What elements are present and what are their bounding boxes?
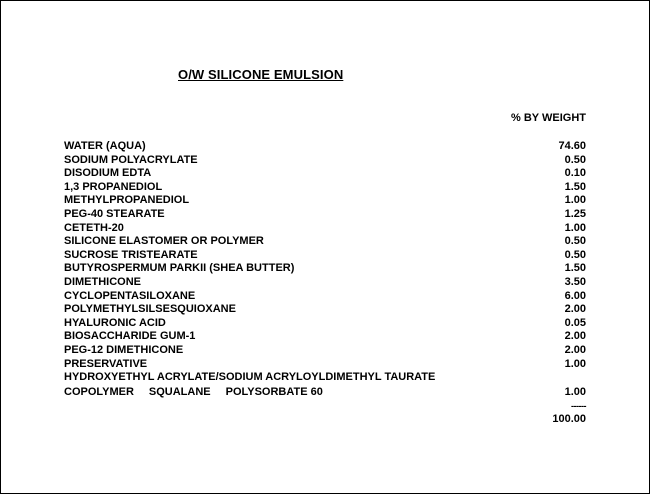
- ingredient-name: DISODIUM EDTA: [64, 167, 152, 180]
- ingredient-row: [64, 140, 586, 154]
- ingredient-name: DIMETHICONE: [64, 275, 141, 288]
- total-separator: ------: [571, 400, 586, 411]
- ingredient-weight: 2.00: [564, 343, 586, 356]
- ingredient-weight: 0.50: [564, 235, 586, 248]
- ingredient-weight: 1.50: [564, 180, 586, 193]
- ingredient-row: [64, 194, 586, 208]
- total-row: [64, 412, 586, 426]
- ingredient-name: CETETH-20: [64, 221, 124, 234]
- ingredient-row: [64, 262, 586, 276]
- ingredient-name: POLYSORBATE 60: [225, 385, 323, 398]
- ingredient-name: SUCROSE TRISTEARATE: [64, 248, 198, 261]
- ingredient-list: [64, 140, 586, 426]
- ingredient-name: BIOSACCHARIDE GUM-1: [64, 330, 196, 343]
- ingredient-name: SODIUM POLYACRYLATE: [64, 153, 198, 166]
- ingredient-name: COPOLYMER: [64, 385, 134, 398]
- document-title: O/W SILICONE EMULSION: [178, 67, 344, 82]
- ingredient-name: PEG-12 DIMETHICONE: [64, 343, 184, 356]
- ingredient-name: PRESERVATIVE: [64, 357, 148, 370]
- ingredient-name: CYCLOPENTASILOXANE: [64, 289, 196, 302]
- ingredient-row: [64, 276, 586, 290]
- ingredient-weight: 0.10: [564, 167, 586, 180]
- ingredient-weight: 1.50: [564, 262, 586, 275]
- continuation-line: HYDROXYETHYL ACRYLATE/SODIUM ACRYLOYLDIMETHYL TAURATE: [64, 371, 436, 384]
- ingredient-name: HYALURONIC ACID: [64, 316, 166, 329]
- total-weight: 100.00: [552, 412, 586, 425]
- ingredient-row: [64, 303, 586, 317]
- ingredient-weight: 0.50: [564, 248, 586, 261]
- weight-column-header: % BY WEIGHT: [511, 112, 586, 124]
- ingredient-name: 1,3 PROPANEDIOL: [64, 180, 163, 193]
- ingredient-row: [64, 208, 586, 222]
- ingredient-row: [64, 358, 586, 372]
- ingredient-weight: 1.00: [564, 194, 586, 207]
- ingredient-weight: 2.00: [564, 303, 586, 316]
- ingredient-row: [64, 167, 586, 181]
- ingredient-weight: 0.05: [564, 316, 586, 329]
- ingredient-name: PEG-40 STEARATE: [64, 207, 165, 220]
- ingredient-weight: 6.00: [564, 289, 586, 302]
- ingredient-row: [64, 181, 586, 195]
- ingredient-weight: 1.00: [564, 221, 586, 234]
- ingredient-name: BUTYROSPERMUM PARKII (SHEA BUTTER): [64, 262, 295, 275]
- ingredient-row: [64, 222, 586, 236]
- ingredient-weight: 0.50: [564, 153, 586, 166]
- ingredient-weight: 2.00: [564, 330, 586, 343]
- total-separator-row: [64, 400, 586, 412]
- final-ingredient-row: [64, 385, 586, 400]
- ingredient-row: [64, 154, 586, 168]
- ingredient-row: [64, 330, 586, 344]
- ingredient-weight: 3.50: [564, 275, 586, 288]
- ingredient-weight: 1.00: [564, 385, 586, 398]
- ingredient-name: SILICONE ELASTOMER OR POLYMER: [64, 235, 264, 248]
- ingredient-weight: 1.00: [564, 357, 586, 370]
- ingredient-name: SQUALANE: [148, 385, 211, 398]
- ingredient-row: [64, 290, 586, 304]
- ingredient-name: METHYLPROPANEDIOL: [64, 194, 190, 207]
- ingredient-name: WATER (AQUA): [64, 140, 146, 152]
- ingredient-weight: 1.25: [564, 207, 586, 220]
- ingredient-weight: 74.60: [558, 140, 586, 152]
- ingredient-row: [64, 317, 586, 331]
- ingredient-row: [64, 249, 586, 263]
- ingredient-name: POLYMETHYLSILSESQUIOXANE: [64, 303, 236, 316]
- ingredient-row: [64, 235, 586, 249]
- ingredient-row: [64, 344, 586, 358]
